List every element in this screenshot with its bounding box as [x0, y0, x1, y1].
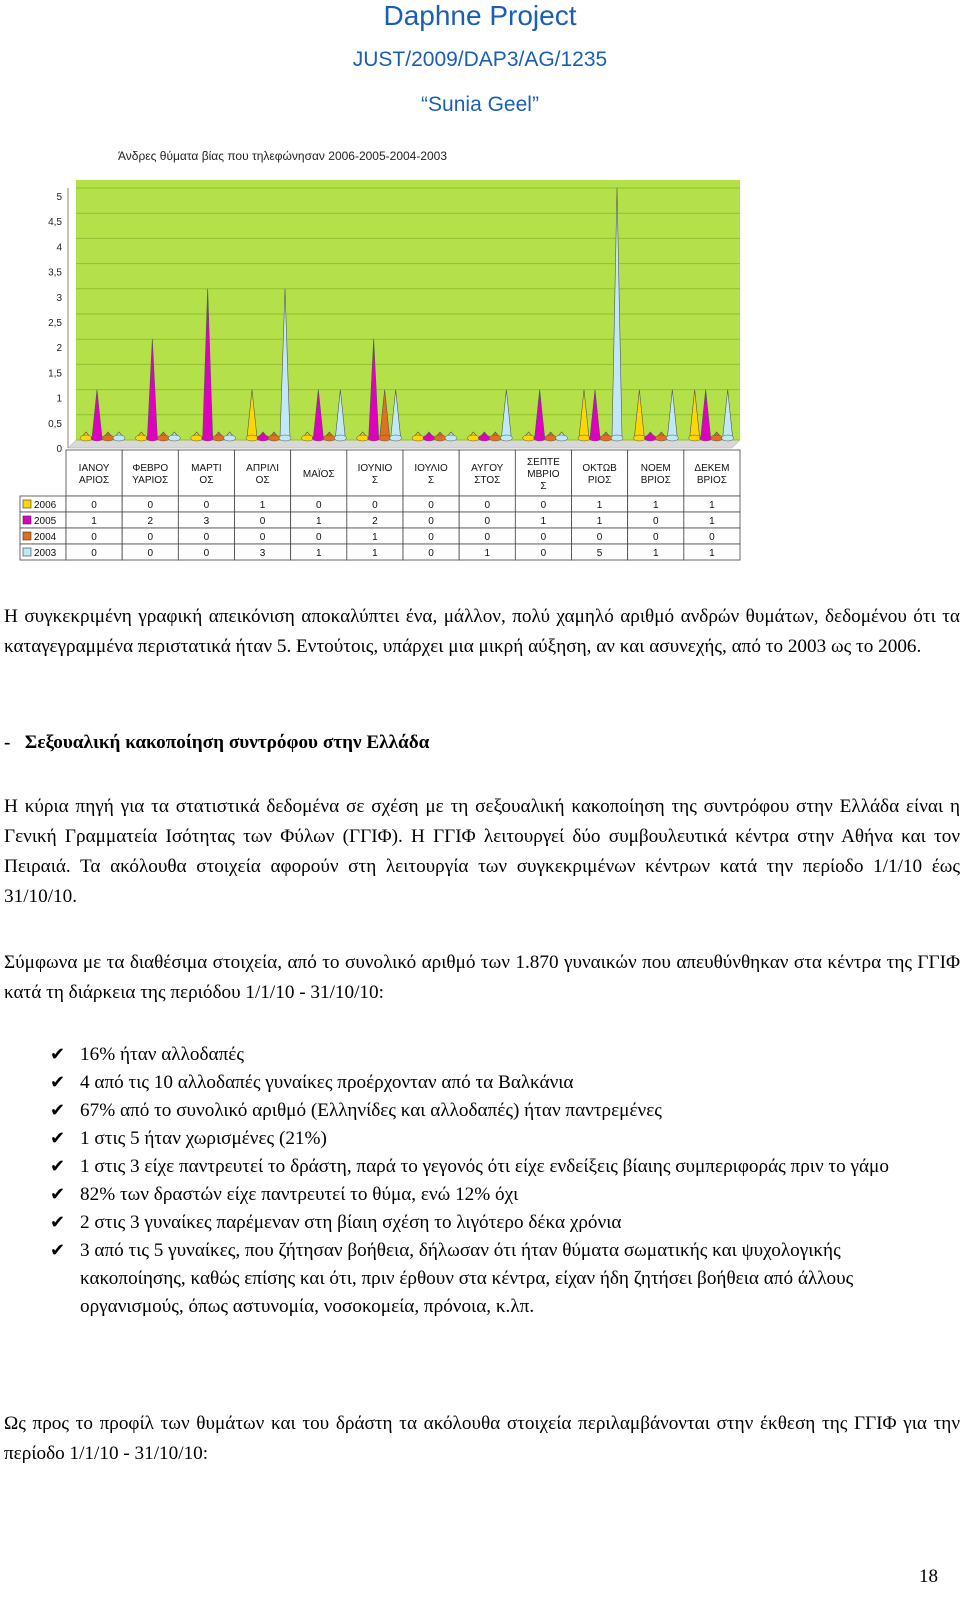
checklist-item — [50, 1069, 950, 1097]
chart-spike-base — [445, 435, 457, 441]
data-label: 0 — [540, 500, 547, 511]
y-tick-label: 3 — [56, 292, 62, 304]
data-label: 1 — [596, 516, 603, 527]
category-label: ΙΑΝΟΥ — [78, 463, 110, 474]
checklist-item — [50, 1125, 950, 1153]
section-heading: - Σεξουαλική κακοποίηση συντρόφου στην Ελλάδα — [4, 732, 430, 753]
data-label: 1 — [540, 516, 547, 527]
data-label: 0 — [428, 532, 434, 543]
checklist-item — [50, 1041, 950, 1069]
chart-spike-base — [689, 435, 701, 441]
checkmark-icon: ✔ — [50, 1156, 66, 1177]
chart-spike-base — [700, 435, 712, 441]
category-label: ΟΣ — [199, 475, 214, 486]
chart — [18, 140, 760, 568]
checklist-item — [50, 1097, 950, 1125]
chart-spike-base — [301, 435, 313, 441]
chart-spike-base — [279, 435, 291, 441]
project-title: Daphne Project — [383, 0, 577, 31]
chart-spike-base — [633, 435, 645, 441]
data-label: 0 — [147, 548, 154, 559]
data-label: 1 — [709, 516, 715, 527]
data-label: 1 — [484, 548, 491, 559]
category-label: ΑΠΡΙΛΙ — [246, 463, 279, 474]
chart-spike-base — [545, 435, 557, 441]
project-subtitle: “Sunia Geel” — [421, 93, 539, 116]
checklist-item — [50, 1237, 950, 1321]
chart-spike-base — [412, 435, 424, 441]
data-label: 0 — [484, 500, 491, 511]
data-label: 1 — [709, 500, 715, 511]
data-label: 0 — [428, 548, 434, 559]
legend-swatch — [23, 500, 31, 508]
data-label: 0 — [484, 516, 491, 527]
data-label: 1 — [709, 548, 715, 559]
category-label: ΜΒΡΙΟ — [527, 469, 560, 480]
checkmark-icon: ✔ — [50, 1184, 66, 1205]
category-label: ΟΚΤΩΒ — [582, 463, 617, 474]
chart-spike-base — [556, 435, 568, 441]
checklist-item-text: 1 στις 3 είχε παντρευτεί το δράστη, παρά το γεγονός ότι είχε ενδείξεις βίαιης συμπεριφοράς πριν το γάμο — [80, 1156, 889, 1177]
data-label: 0 — [596, 532, 603, 543]
data-label: 0 — [91, 532, 97, 543]
chart-spike-base — [323, 435, 335, 441]
category-label: ΜΑΡΤΙ — [191, 463, 222, 474]
checklist-item — [50, 1209, 950, 1237]
category-label: ΑΥΓΟΥ — [471, 463, 504, 474]
legend-swatch — [23, 516, 31, 524]
data-label: 2 — [147, 516, 154, 527]
data-label: 2 — [372, 516, 378, 527]
chart-spike-base — [146, 435, 158, 441]
data-label: 0 — [259, 516, 266, 527]
checkmark-icon: ✔ — [50, 1128, 66, 1149]
chart-spike-base — [202, 435, 214, 441]
category-label: ΔΕΚΕΜ — [694, 463, 730, 474]
y-tick-label: 2 — [56, 343, 62, 355]
checkmark-icon: ✔ — [50, 1044, 66, 1065]
category-label: Σ — [427, 475, 435, 486]
legend-swatch — [23, 548, 31, 556]
legend-label: 2005 — [34, 516, 57, 527]
data-label: 0 — [147, 532, 154, 543]
data-label: 0 — [315, 532, 322, 543]
data-label: 1 — [315, 548, 322, 559]
category-label: ΣΕΠΤΕ — [526, 457, 560, 468]
category-label: ΝΟΕΜ — [640, 463, 671, 474]
chart-spike-base — [611, 435, 623, 441]
project-code: JUST/2009/DAP3/AG/1235 — [352, 48, 608, 71]
checkmark-icon: ✔ — [50, 1100, 66, 1121]
chart-spike-base — [467, 435, 479, 441]
chart-spike-base — [246, 435, 258, 441]
checklist-item-text: 82% των δραστών είχε παντρευτεί το θύμα, ενώ 12% όχι — [80, 1184, 519, 1205]
chart-spike-base — [500, 435, 512, 441]
chart-spike-base — [135, 435, 147, 441]
data-label: 0 — [315, 500, 322, 511]
checklist-item — [50, 1153, 950, 1181]
paragraph-profile-intro: Ως προς το προφίλ των θυμάτων και του δράστη τα ακόλουθα στοιχεία περιλαμβάνονται στην έκθεση της ΓΓΙΦ για την περίοδο 1/1/10 - 31/10/10: — [4, 1413, 960, 1464]
chart-spike-base — [257, 435, 269, 441]
category-label: ΙΟΥΛΙΟ — [414, 463, 448, 474]
checklist-item-text: 4 από τις 10 αλλοδαπές γυναίκες προέρχονταν από τα Βαλκάνια — [80, 1072, 574, 1093]
chart-spike-base — [213, 435, 225, 441]
data-label: 1 — [652, 548, 659, 559]
chart-spike-base — [102, 435, 114, 441]
data-label: 0 — [540, 532, 547, 543]
data-label: 0 — [91, 548, 97, 559]
data-label: 0 — [428, 516, 434, 527]
category-label: ΦΕΒΡΟ — [132, 463, 169, 474]
data-label: 0 — [540, 548, 547, 559]
checklist-item-text: 67% από το συνολικό αριθμό (Ελληνίδες και αλλοδαπές) ήταν παντρεμένες — [80, 1100, 662, 1121]
chart-spike-base — [368, 435, 380, 441]
y-tick-label: 1,5 — [48, 368, 62, 380]
chart-spike-base — [312, 435, 324, 441]
chart-spike-base — [80, 435, 92, 441]
category-label: ΒΡΙΟΣ — [640, 475, 671, 486]
category-label: ΒΡΙΟΣ — [696, 475, 727, 486]
data-label: 0 — [652, 532, 659, 543]
data-label: 5 — [596, 548, 603, 559]
data-label: 1 — [259, 500, 266, 511]
chart-svg — [18, 140, 760, 568]
y-tick-label: 4 — [56, 242, 62, 254]
checklist-item — [50, 1181, 950, 1209]
chart-spike-base — [534, 435, 546, 441]
y-tick-label: 2,5 — [48, 318, 62, 329]
data-label: 1 — [596, 500, 603, 511]
data-label: 0 — [91, 500, 97, 511]
chart-spike-base — [390, 435, 402, 441]
data-label: 1 — [315, 516, 322, 527]
chart-spike-base — [600, 435, 612, 441]
checklist-item-text: 16% ήταν αλλοδαπές — [80, 1044, 244, 1065]
checklist-item-text: 3 από τις 5 γυναίκες, που ζήτησαν βοήθεια, δήλωσαν ότι ήταν θύματα σωματικής και ψυχολογικής κακοποίησης, καθώς επίσης και ότι, πριν έρθουν στα κέντρα, είχαν ήδη ζητήσει βοήθεια από άλλους οργανισμούς, όπως αστυνομία, νοσοκομεία, πρόνοια, κ.λπ. — [80, 1240, 854, 1317]
chart-spike-base — [666, 435, 678, 441]
paragraph-statistics-intro: Σύμφωνα με τα διαθέσιμα στοιχεία, από το συνολικό αριθμό των 1.870 γυναικών που απευθύνθηκαν στα κέντρα της ΓΓΙΦ κατά τη διάρκεια της περιόδου 1/1/10 - 31/10/10: — [4, 952, 960, 1003]
chart-spike-base — [655, 435, 667, 441]
chart-spike-base — [423, 435, 435, 441]
chart-spike-base — [722, 435, 734, 441]
chart-spike-base — [434, 435, 446, 441]
category-label: ΟΣ — [255, 475, 270, 486]
checklist-item-text: 1 στις 5 ήταν χωρισμένες (21%) — [80, 1128, 327, 1149]
legend-label: 2006 — [34, 500, 57, 511]
y-tick-label: 3,5 — [48, 267, 62, 279]
chart-spike-base — [711, 435, 723, 441]
data-label: 0 — [203, 532, 210, 543]
paragraph-chart-commentary: Η συγκεκριμένη γραφική απεικόνιση αποκαλύπτει ένα, μάλλον, πολύ χαμηλό αριθμό ανδρών θυμάτων, δεδομένου ότι τα καταγεγραμμένα περιστατικά ήταν 5. Εντούτοις, υπάρχει μια μικρή αύξηση, αν και ασυνεχής, από το 2003 ως το 2006. — [4, 606, 960, 657]
data-label: 1 — [91, 516, 97, 527]
category-label: Σ — [371, 475, 379, 486]
checkmark-icon: ✔ — [50, 1212, 66, 1233]
chart-spike-base — [334, 435, 346, 441]
category-label: ΙΟΥΝΙΟ — [357, 463, 393, 474]
chart-spike-base — [191, 435, 203, 441]
legend-label: 2003 — [34, 548, 57, 559]
category-label: ΣΤΟΣ — [474, 475, 501, 486]
data-label: 0 — [372, 500, 378, 511]
chart-spike-base — [379, 435, 391, 441]
data-label: 0 — [709, 532, 715, 543]
y-tick-label: 0 — [56, 444, 62, 455]
chart-spike-base — [478, 435, 490, 441]
data-label: 3 — [203, 516, 210, 527]
category-label: ΥΑΡΙΟΣ — [132, 475, 169, 486]
data-label: 0 — [147, 500, 154, 511]
y-tick-label: 0,5 — [48, 418, 62, 430]
chart-spike-base — [157, 435, 169, 441]
chart-title: Άνδρες θύματα βίας που τηλεφώνησαν 2006-2005-2004-2003 — [118, 149, 448, 163]
paragraph-data-source: Η κύρια πηγή για τα στατιστικά δεδομένα σε σχέση με τη σεξουαλική κακοποίηση της συντρόφου στην Ελλάδα είναι η Γενική Γραμματεία Ισότητας των Φύλων (ΓΓΙΦ). Η ΓΓΙΦ λειτουργεί δύο συμβουλευτικά κέντρα στην Αθήνα και τον Πειραιά. Τα ακόλουθα στοιχεία αφορούν στη λειτουργία των συγκεκριμένων κέντρων κατά την περίοδο 1/1/10 έως 31/10/10. — [4, 796, 960, 907]
data-label: 0 — [484, 532, 491, 543]
data-label: 1 — [372, 548, 378, 559]
y-tick-label: 4,5 — [48, 217, 62, 229]
chart-spike-base — [644, 435, 656, 441]
data-label: 1 — [652, 500, 659, 511]
chart-spike-base — [589, 435, 601, 441]
legend-swatch — [23, 532, 31, 540]
checklist-item-text: 2 στις 3 γυναίκες παρέμεναν στη βίαιη σχέση το λιγότερο δέκα χρόνια — [80, 1212, 622, 1233]
checkmark-icon: ✔ — [50, 1240, 66, 1261]
checkmark-icon: ✔ — [50, 1072, 66, 1093]
data-label: 3 — [259, 548, 266, 559]
data-label: 0 — [652, 516, 659, 527]
data-label: 0 — [203, 548, 210, 559]
category-label: ΜΑΪΟΣ — [302, 469, 335, 480]
data-label: 0 — [428, 500, 434, 511]
chart-spike-base — [489, 435, 501, 441]
chart-spike-base — [168, 435, 180, 441]
findings-checklist — [50, 1041, 950, 1321]
category-label: Σ — [540, 481, 547, 492]
page-number: 18 — [919, 1566, 938, 1587]
chart-spike-base — [224, 435, 236, 441]
y-tick-label: 5 — [56, 192, 62, 203]
y-tick-label: 1 — [56, 393, 62, 405]
legend-label: 2004 — [34, 532, 57, 543]
chart-spike-base — [113, 435, 125, 441]
data-label: 0 — [203, 500, 210, 511]
chart-spike-base — [268, 435, 280, 441]
chart-spike-base — [357, 435, 369, 441]
chart-spike-base — [91, 435, 103, 441]
data-label: 1 — [372, 532, 378, 543]
chart-spike-base — [578, 435, 590, 441]
chart-spike-base — [523, 435, 535, 441]
category-label: ΡΙΟΣ — [587, 475, 612, 486]
data-label: 0 — [259, 532, 266, 543]
category-label: ΑΡΙΟΣ — [79, 475, 110, 486]
